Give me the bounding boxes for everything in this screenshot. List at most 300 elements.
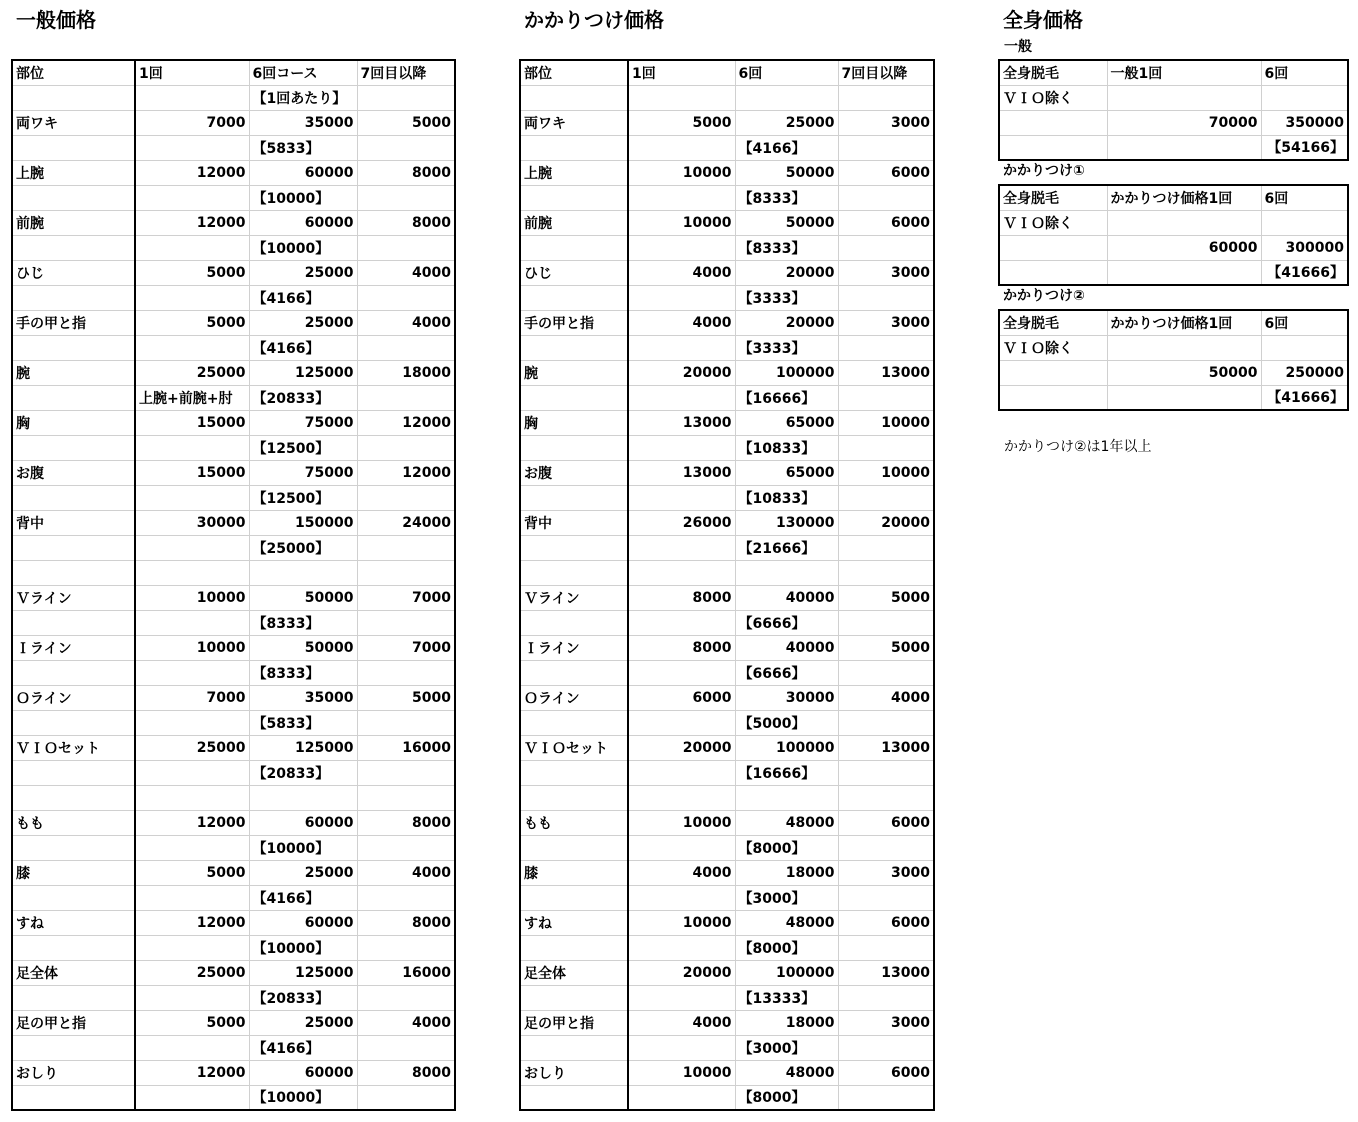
table-row xyxy=(12,1085,455,1110)
table-cell xyxy=(628,785,735,810)
table-cell: 腕 xyxy=(520,360,628,385)
table-cell: 上腕 xyxy=(12,160,135,185)
table-cell: 4000 xyxy=(838,685,934,710)
table-cell xyxy=(628,760,735,785)
table-cell: 7000 xyxy=(357,585,455,610)
table-cell xyxy=(12,435,135,460)
table-cell: 5000 xyxy=(838,585,934,610)
table-cell xyxy=(135,235,249,260)
table-cell: 100000 xyxy=(735,960,838,985)
table-cell: 50000 xyxy=(249,585,357,610)
column-header: 部位 xyxy=(520,60,628,85)
column-header: 1回 xyxy=(135,60,249,85)
table-cell: お腹 xyxy=(12,460,135,485)
column-header: 1回 xyxy=(628,60,735,85)
table-cell xyxy=(1107,385,1261,410)
table-cell xyxy=(838,285,934,310)
table-cell: 20000 xyxy=(735,310,838,335)
table-cell: 13000 xyxy=(628,410,735,435)
table-cell xyxy=(628,835,735,860)
table-cell xyxy=(357,185,455,210)
table-cell xyxy=(838,985,934,1010)
table-cell xyxy=(249,785,357,810)
table-row xyxy=(12,260,455,285)
table-cell xyxy=(628,385,735,410)
table-cell: 60000 xyxy=(249,810,357,835)
table-row xyxy=(520,1085,934,1110)
table-cell: 背中 xyxy=(12,510,135,535)
table-cell xyxy=(357,85,455,110)
table-cell xyxy=(135,1035,249,1060)
table-cell: 【10000】 xyxy=(249,185,357,210)
table-row xyxy=(999,235,1348,260)
table-cell xyxy=(628,335,735,360)
table-cell xyxy=(12,1035,135,1060)
table-row xyxy=(12,910,455,935)
table-cell xyxy=(12,935,135,960)
table-row xyxy=(520,1010,934,1035)
table-cell: 【10000】 xyxy=(249,935,357,960)
table-cell: 【12500】 xyxy=(249,435,357,460)
table-row xyxy=(999,60,1348,85)
table-cell: 両ワキ xyxy=(520,110,628,135)
table-row xyxy=(520,1035,934,1060)
table-cell: 5000 xyxy=(135,1010,249,1035)
table-cell xyxy=(520,385,628,410)
table-cell: 12000 xyxy=(357,410,455,435)
table-cell: 【12500】 xyxy=(249,485,357,510)
table-cell: 【3000】 xyxy=(735,885,838,910)
table-cell: 4000 xyxy=(628,310,735,335)
table-cell: 全身脱毛 xyxy=(999,310,1107,335)
table-cell xyxy=(628,485,735,510)
table-cell: 【3333】 xyxy=(735,285,838,310)
table-cell: 15000 xyxy=(135,460,249,485)
fullbody-general-table xyxy=(998,59,1349,161)
table-cell xyxy=(999,235,1107,260)
table-cell xyxy=(838,185,934,210)
table-cell xyxy=(357,485,455,510)
table-cell xyxy=(1107,335,1261,360)
table-cell: 【13333】 xyxy=(735,985,838,1010)
table-cell xyxy=(357,935,455,960)
table-cell xyxy=(135,560,249,585)
table-row xyxy=(520,135,934,160)
table-cell: 25000 xyxy=(249,860,357,885)
table-cell: 10000 xyxy=(628,1060,735,1085)
table-row xyxy=(12,635,455,660)
table-cell: 【16666】 xyxy=(735,760,838,785)
table-row xyxy=(999,185,1348,210)
table-cell: 【4166】 xyxy=(249,285,357,310)
table-cell xyxy=(12,885,135,910)
table-row xyxy=(520,535,934,560)
table-cell: 【41666】 xyxy=(1261,385,1348,410)
table-row xyxy=(999,110,1348,135)
table-cell: 8000 xyxy=(628,585,735,610)
table-cell xyxy=(1107,260,1261,285)
table-cell xyxy=(357,660,455,685)
table-cell: 腕 xyxy=(12,360,135,385)
table-cell xyxy=(520,610,628,635)
table-row xyxy=(520,635,934,660)
table-cell: 10000 xyxy=(628,210,735,235)
table-cell: 18000 xyxy=(735,1010,838,1035)
table-cell xyxy=(357,135,455,160)
general-price-title: 一般価格 xyxy=(16,8,96,32)
table-cell: 150000 xyxy=(249,510,357,535)
table-cell xyxy=(628,610,735,635)
table-cell: 【8333】 xyxy=(249,660,357,685)
table-cell xyxy=(135,335,249,360)
table-cell: 13000 xyxy=(838,735,934,760)
table-cell: 65000 xyxy=(735,460,838,485)
table-cell xyxy=(999,385,1107,410)
table-row xyxy=(520,110,934,135)
table-cell: 一般1回 xyxy=(1107,60,1261,85)
table-cell: 30000 xyxy=(735,685,838,710)
table-cell: 【21666】 xyxy=(735,535,838,560)
table-cell: 35000 xyxy=(249,685,357,710)
table-cell xyxy=(838,935,934,960)
table-cell: 【3000】 xyxy=(735,1035,838,1060)
table-cell: Ｏライン xyxy=(12,685,135,710)
column-header: 部位 xyxy=(12,60,135,85)
fullbody-kakaritsuke1-label: かかりつけ① xyxy=(1003,163,1085,179)
table-cell xyxy=(838,560,934,585)
fullbody-price-title: 全身価格 xyxy=(1003,8,1083,32)
table-cell xyxy=(838,485,934,510)
table-cell: 13000 xyxy=(838,960,934,985)
table-cell: 上腕+前腕+肘 xyxy=(135,385,249,410)
table-cell xyxy=(12,85,135,110)
table-cell: すね xyxy=(12,910,135,935)
table-cell: 40000 xyxy=(735,585,838,610)
table-cell xyxy=(628,885,735,910)
table-cell: 【5000】 xyxy=(735,710,838,735)
table-cell xyxy=(135,935,249,960)
table-cell xyxy=(12,660,135,685)
table-cell: 8000 xyxy=(357,1060,455,1085)
table-row xyxy=(999,135,1348,160)
table-row xyxy=(520,810,934,835)
table-cell: 48000 xyxy=(735,910,838,935)
table-cell: 【6666】 xyxy=(735,660,838,685)
table-cell: 10000 xyxy=(838,410,934,435)
table-row xyxy=(12,510,455,535)
table-cell: 12000 xyxy=(357,460,455,485)
table-row xyxy=(520,960,934,985)
table-cell: 50000 xyxy=(735,160,838,185)
table-cell: 60000 xyxy=(249,1060,357,1085)
table-cell: 50000 xyxy=(249,635,357,660)
table-cell xyxy=(999,260,1107,285)
table-cell: 【4166】 xyxy=(249,335,357,360)
table-cell: 全身脱毛 xyxy=(999,185,1107,210)
table-cell xyxy=(12,335,135,360)
table-row xyxy=(520,185,934,210)
table-row xyxy=(520,910,934,935)
table-cell: 4000 xyxy=(357,1010,455,1035)
table-row xyxy=(520,260,934,285)
table-cell xyxy=(628,285,735,310)
table-row xyxy=(12,760,455,785)
table-row xyxy=(12,660,455,685)
table-cell xyxy=(357,885,455,910)
table-cell: 25000 xyxy=(735,110,838,135)
table-cell xyxy=(135,760,249,785)
table-cell: かかりつけ価格1回 xyxy=(1107,310,1261,335)
table-row xyxy=(520,710,934,735)
table-cell: 5000 xyxy=(135,310,249,335)
table-row xyxy=(12,335,455,360)
table-cell: 25000 xyxy=(135,360,249,385)
table-cell xyxy=(12,235,135,260)
table-cell xyxy=(999,135,1107,160)
table-cell: 30000 xyxy=(135,510,249,535)
table-cell: 【6666】 xyxy=(735,610,838,635)
table-cell: 10000 xyxy=(628,160,735,185)
table-cell xyxy=(838,660,934,685)
table-cell: 125000 xyxy=(249,960,357,985)
table-cell: 手の甲と指 xyxy=(520,310,628,335)
table-row xyxy=(520,1060,934,1085)
table-cell xyxy=(628,135,735,160)
table-cell: 両ワキ xyxy=(12,110,135,135)
table-cell: 5000 xyxy=(628,110,735,135)
table-cell: 【10000】 xyxy=(249,835,357,860)
table-cell: 5000 xyxy=(135,860,249,885)
table-cell: 手の甲と指 xyxy=(12,310,135,335)
table-row xyxy=(520,210,934,235)
table-row xyxy=(520,510,934,535)
table-row xyxy=(12,1035,455,1060)
table-cell: 6000 xyxy=(838,160,934,185)
table-row xyxy=(12,785,455,810)
table-cell xyxy=(520,335,628,360)
table-cell: 300000 xyxy=(1261,235,1348,260)
table-row xyxy=(520,585,934,610)
table-cell xyxy=(1107,210,1261,235)
table-cell: 膝 xyxy=(520,860,628,885)
table-cell: 6000 xyxy=(838,810,934,835)
table-row xyxy=(999,210,1348,235)
table-cell: 【10000】 xyxy=(249,1085,357,1110)
table-cell xyxy=(12,485,135,510)
table-cell: 25000 xyxy=(249,1010,357,1035)
table-cell xyxy=(12,760,135,785)
table-row xyxy=(520,160,934,185)
table-cell xyxy=(135,710,249,735)
table-cell: 25000 xyxy=(135,735,249,760)
table-cell xyxy=(357,1085,455,1110)
table-row xyxy=(12,1010,455,1035)
table-cell: 胸 xyxy=(520,410,628,435)
kakaritsuke2-note: かかりつけ②は1年以上 xyxy=(1004,439,1152,455)
table-cell xyxy=(838,835,934,860)
table-cell xyxy=(520,760,628,785)
table-row xyxy=(12,460,455,485)
fullbody-kakaritsuke2-label: かかりつけ② xyxy=(1003,288,1085,304)
table-cell: 6000 xyxy=(628,685,735,710)
table-row xyxy=(520,560,934,585)
table-row xyxy=(12,685,455,710)
table-cell xyxy=(1107,135,1261,160)
table-cell: 7000 xyxy=(135,110,249,135)
table-row xyxy=(520,335,934,360)
table-row xyxy=(520,360,934,385)
column-header: 6回コース xyxy=(249,60,357,85)
table-cell: 20000 xyxy=(628,960,735,985)
table-cell xyxy=(357,610,455,635)
table-cell: おしり xyxy=(12,1060,135,1085)
table-row xyxy=(12,285,455,310)
table-cell xyxy=(249,560,357,585)
table-cell xyxy=(520,710,628,735)
table-cell: 足の甲と指 xyxy=(12,1010,135,1035)
table-cell: Ｏライン xyxy=(520,685,628,710)
table-cell xyxy=(357,785,455,810)
table-cell xyxy=(838,235,934,260)
table-cell: 【3333】 xyxy=(735,335,838,360)
table-cell: 10000 xyxy=(628,910,735,935)
table-cell xyxy=(12,835,135,860)
table-cell: もも xyxy=(520,810,628,835)
table-cell: 12000 xyxy=(135,210,249,235)
table-cell xyxy=(520,835,628,860)
table-cell xyxy=(135,660,249,685)
table-cell: 20000 xyxy=(735,260,838,285)
table-cell xyxy=(628,710,735,735)
table-cell: 25000 xyxy=(249,260,357,285)
table-cell: 前腕 xyxy=(520,210,628,235)
column-header: 7回目以降 xyxy=(357,60,455,85)
general-price-table xyxy=(11,59,456,1111)
table-cell: 前腕 xyxy=(12,210,135,235)
table-row xyxy=(520,785,934,810)
table-row xyxy=(520,285,934,310)
table-cell: 5000 xyxy=(357,685,455,710)
table-row xyxy=(999,85,1348,110)
table-cell: 10000 xyxy=(838,460,934,485)
table-row xyxy=(520,85,934,110)
table-cell: 35000 xyxy=(249,110,357,135)
table-cell: 【8000】 xyxy=(735,935,838,960)
table-row xyxy=(520,735,934,760)
table-row xyxy=(12,485,455,510)
table-cell: 12000 xyxy=(135,1060,249,1085)
table-row xyxy=(520,485,934,510)
table-cell xyxy=(135,985,249,1010)
table-row xyxy=(520,435,934,460)
column-header: 7回目以降 xyxy=(838,60,934,85)
table-cell: ＶＩＯセット xyxy=(12,735,135,760)
table-cell: ひじ xyxy=(12,260,135,285)
table-cell: Ｉライン xyxy=(12,635,135,660)
table-cell xyxy=(12,185,135,210)
table-cell xyxy=(628,235,735,260)
table-cell: 75000 xyxy=(249,410,357,435)
table-cell: Ｉライン xyxy=(520,635,628,660)
table-cell xyxy=(520,1035,628,1060)
table-cell: 3000 xyxy=(838,1010,934,1035)
table-row xyxy=(999,360,1348,385)
table-row xyxy=(12,410,455,435)
table-cell: 65000 xyxy=(735,410,838,435)
table-cell: 5000 xyxy=(838,635,934,660)
table-row xyxy=(520,310,934,335)
table-cell: 6回 xyxy=(1261,310,1348,335)
table-row xyxy=(12,310,455,335)
table-cell: 20000 xyxy=(838,510,934,535)
table-row xyxy=(520,610,934,635)
table-cell xyxy=(135,285,249,310)
table-cell: 8000 xyxy=(628,635,735,660)
kakaritsuke-price-title: かかりつけ価格 xyxy=(524,8,664,32)
table-cell xyxy=(12,610,135,635)
table-cell xyxy=(357,835,455,860)
table-cell xyxy=(135,85,249,110)
table-cell: 25000 xyxy=(249,310,357,335)
table-cell: 60000 xyxy=(1107,235,1261,260)
table-cell: 15000 xyxy=(135,410,249,435)
table-cell xyxy=(520,485,628,510)
table-cell: 4000 xyxy=(357,310,455,335)
table-cell xyxy=(357,285,455,310)
table-cell: 【5833】 xyxy=(249,135,357,160)
table-cell xyxy=(520,85,628,110)
table-cell: ＶＩＯ除く xyxy=(999,335,1107,360)
table-cell xyxy=(357,535,455,560)
table-cell xyxy=(1261,85,1348,110)
table-cell: 【16666】 xyxy=(735,385,838,410)
table-cell: 50000 xyxy=(1107,360,1261,385)
table-cell: 12000 xyxy=(135,810,249,835)
table-cell: 12000 xyxy=(135,160,249,185)
table-cell xyxy=(520,560,628,585)
table-cell: 4000 xyxy=(628,1010,735,1035)
table-cell xyxy=(838,135,934,160)
table-cell xyxy=(838,885,934,910)
table-cell xyxy=(838,710,934,735)
table-cell xyxy=(520,660,628,685)
table-cell: もも xyxy=(12,810,135,835)
table-cell: ＶＩＯ除く xyxy=(999,85,1107,110)
table-cell: 250000 xyxy=(1261,360,1348,385)
table-cell: 125000 xyxy=(249,360,357,385)
table-row xyxy=(12,560,455,585)
table-cell xyxy=(838,785,934,810)
table-cell: 25000 xyxy=(135,960,249,985)
table-cell xyxy=(357,760,455,785)
table-cell xyxy=(1107,85,1261,110)
table-cell xyxy=(12,985,135,1010)
table-cell xyxy=(628,535,735,560)
table-cell xyxy=(520,435,628,460)
table-row xyxy=(520,235,934,260)
table-cell xyxy=(520,985,628,1010)
table-row xyxy=(12,435,455,460)
table-cell xyxy=(838,85,934,110)
table-row xyxy=(520,760,934,785)
table-cell xyxy=(520,235,628,260)
table-cell xyxy=(735,560,838,585)
table-cell: 130000 xyxy=(735,510,838,535)
table-row xyxy=(999,335,1348,360)
table-cell xyxy=(628,435,735,460)
table-cell xyxy=(735,85,838,110)
table-row xyxy=(12,210,455,235)
